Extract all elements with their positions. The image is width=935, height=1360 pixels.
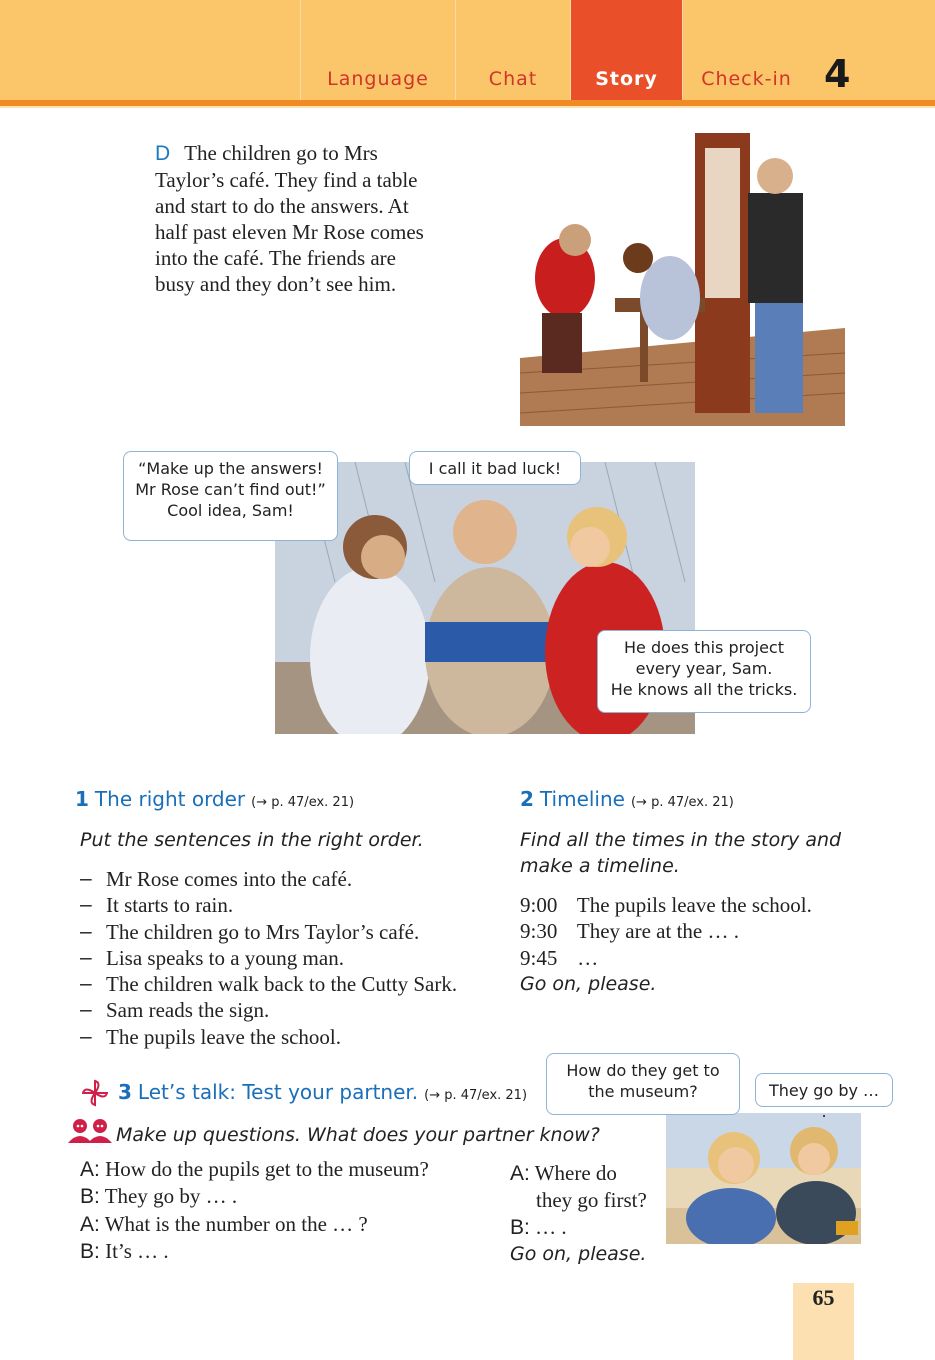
go-on-text: Go on, please. (510, 1242, 647, 1265)
exercise-title-text: The right order (94, 787, 246, 811)
exercise-reference: (→ p. 47/ex. 21) (424, 1088, 528, 1103)
speech-bubble-make-up (123, 451, 338, 541)
bubble-line: “Make up the answers! (138, 459, 323, 478)
list-item: – It starts to rain. (80, 893, 234, 918)
pair-work-icon (67, 1117, 113, 1143)
pinwheel-icon (82, 1079, 108, 1107)
bubble-line: How do they get to (566, 1061, 720, 1080)
timeline-row: 9:00 The pupils leave the school. (520, 893, 812, 917)
tab-check-in[interactable]: Check-in (682, 0, 810, 100)
exercise-1-title (75, 787, 354, 811)
cafe-illustration (520, 128, 845, 426)
dialog-row: A: Where do (510, 1161, 617, 1185)
exercise-reference: (→ p. 47/ex. 21) (251, 795, 355, 810)
speech-bubble-project (597, 630, 811, 713)
tab-language[interactable]: Language (300, 0, 455, 100)
exercise-2-instruction: Find all the times in the story and make a timeline. (520, 829, 842, 877)
exercise-1-list (80, 866, 510, 1050)
page-number: 65 (812, 1285, 835, 1310)
speech-bubble-bad-luck (409, 451, 581, 485)
bubble-line: Cool idea, Sam! (167, 501, 294, 520)
exercise-1-instruction: Put the sentences in the right order. (80, 829, 424, 851)
speech-bubble-go-by (755, 1073, 893, 1121)
exercise-2-timeline (520, 892, 812, 997)
exercise-number: 2 (520, 787, 534, 811)
dialog-row: B: It’s … . (80, 1238, 169, 1263)
story-paragraph (155, 140, 440, 297)
list-item: – The children walk back to the Cutty Sark. (80, 972, 458, 997)
list-item: – The pupils leave the school. (80, 1024, 342, 1049)
dialog-row: B: … . (510, 1214, 567, 1239)
bubble-line: every year, Sam. (635, 659, 773, 678)
bubble-line: He does this project (624, 638, 784, 657)
tab-chat[interactable]: Chat (455, 0, 570, 100)
list-item: – Mr Rose comes into the café. (80, 867, 353, 891)
story-section-letter: D (155, 142, 171, 165)
list-item: – Sam reads the sign. (80, 998, 270, 1023)
exercise-number: 3 (118, 1080, 132, 1104)
dialog-row: they go first? (536, 1188, 647, 1213)
boys-illustration (666, 1113, 861, 1244)
exercise-title-text: Timeline (539, 787, 625, 811)
go-on-text: Go on, please. (520, 972, 657, 995)
exercise-title-text: Let’s talk: Test your partner. (137, 1080, 419, 1104)
exercise-3-dialog-right (510, 1160, 647, 1267)
exercise-reference: (→ p. 47/ex. 21) (630, 795, 734, 810)
chapter-number: 4 (824, 52, 851, 96)
exercise-3-instruction: Make up questions. What does your partner know? (116, 1124, 600, 1146)
dialog-row: B: They go by … . (80, 1184, 238, 1209)
dialog-row: A: How do the pupils get to the museum? (80, 1157, 429, 1181)
tab-story[interactable]: Story (570, 0, 682, 100)
exercise-3-dialog-left (80, 1156, 429, 1265)
bubble-line: Mr Rose can’t find out!” (135, 480, 326, 499)
list-item: – Lisa speaks to a young man. (80, 945, 344, 970)
list-item: – The children go to Mrs Taylor’s café. (80, 919, 420, 944)
exercise-number: 1 (75, 787, 89, 811)
bubble-line: the museum? (588, 1082, 698, 1101)
dialog-row: A: What is the number on the … ? (80, 1211, 368, 1236)
bubble-line: They go by … . (768, 1081, 880, 1121)
speech-bubble-museum (546, 1053, 740, 1115)
bubble-line: I call it bad luck! (428, 459, 562, 478)
header-divider-light (0, 106, 935, 108)
bubble-line: He knows all the tricks. (610, 680, 798, 699)
story-text: The children go to Mrs Taylor’s café. They find a table and start to do the answers. At half past eleven Mr Rose comes into the café. The friends are busy and they don’t see him. (155, 141, 424, 296)
timeline-row: 9:45 … (520, 945, 599, 970)
timeline-row: 9:30 They are at the … . (520, 919, 739, 944)
exercise-3-title (118, 1080, 527, 1104)
exercise-2-title (520, 787, 734, 811)
